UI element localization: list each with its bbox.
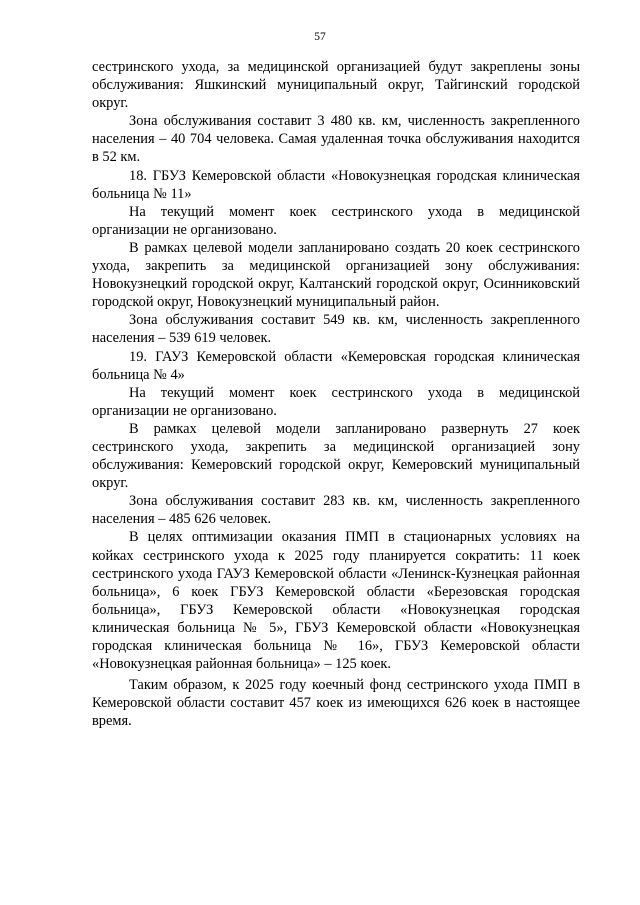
paragraph: сестринского ухода, за медицинской организацией будут закреплены зоны обслуживания: Яшкинский муниципальный округ, Тайгинский городской округ. bbox=[92, 59, 580, 112]
paragraph: В целях оптимизации оказания ПМП в стационарных условиях на койках сестринского ухода к 2025 году планируется сократить: 11 коек сестринского ухода ГАУЗ Кемеровской области «Ленинск-Кузнецкая районная больница», 6 коек ГБУЗ Кемеровской области «Березовская городская больница», ГБУЗ Кемеровской области «Новокузнецкая городская клиническая больница № 5», ГБУЗ Кемеровской области «Новокузнецкая городская клиническая больница № 16», ГБУЗ Кемеровской области «Новокузнецкая районная больница» – 125 коек. bbox=[92, 529, 580, 673]
paragraph: Таким образом, к 2025 году коечный фонд сестринского ухода ПМП в Кемеровской области составит 457 коек из имеющихся 626 коек в настоящее время. bbox=[92, 677, 580, 730]
paragraph: Зона обслуживания составит 283 кв. км, численность закрепленного населения – 485 626 человек. bbox=[92, 493, 580, 528]
page-number: 57 bbox=[314, 31, 326, 43]
paragraph: В рамках целевой модели запланировано создать 20 коек сестринского ухода, закрепить за медицинской организацией зону обслуживания: Новокузнецкий городской округ, Калтанский городской округ, Осинниковский городской округ, Новокузнецкий муниципальный район. bbox=[92, 239, 580, 311]
paragraph: На текущий момент коек сестринского ухода в медицинской организации не организовано. bbox=[92, 203, 580, 238]
document-body bbox=[92, 58, 580, 730]
section-heading-19: 19. ГАУЗ Кемеровской области «Кемеровская городская клиническая больница № 4» bbox=[92, 348, 580, 383]
paragraph: Зона обслуживания составит 3 480 кв. км, численность закрепленного населения – 40 704 человека. Самая удаленная точка обслуживания находится в 52 км. bbox=[92, 113, 580, 166]
section-heading-18: 18. ГБУЗ Кемеровской области «Новокузнецкая городская клиническая больница № 11» bbox=[92, 167, 580, 202]
paragraph: В рамках целевой модели запланировано развернуть 27 коек сестринского ухода, закрепить за медицинской организацией зону обслуживания: Кемеровский городской округ, Кемеровский муниципальный округ. bbox=[92, 420, 580, 492]
paragraph: Зона обслуживания составит 549 кв. км, численность закрепленного населения – 539 619 человек. bbox=[92, 312, 580, 347]
paragraph: На текущий момент коек сестринского ухода в медицинской организации не организовано. bbox=[92, 384, 580, 419]
